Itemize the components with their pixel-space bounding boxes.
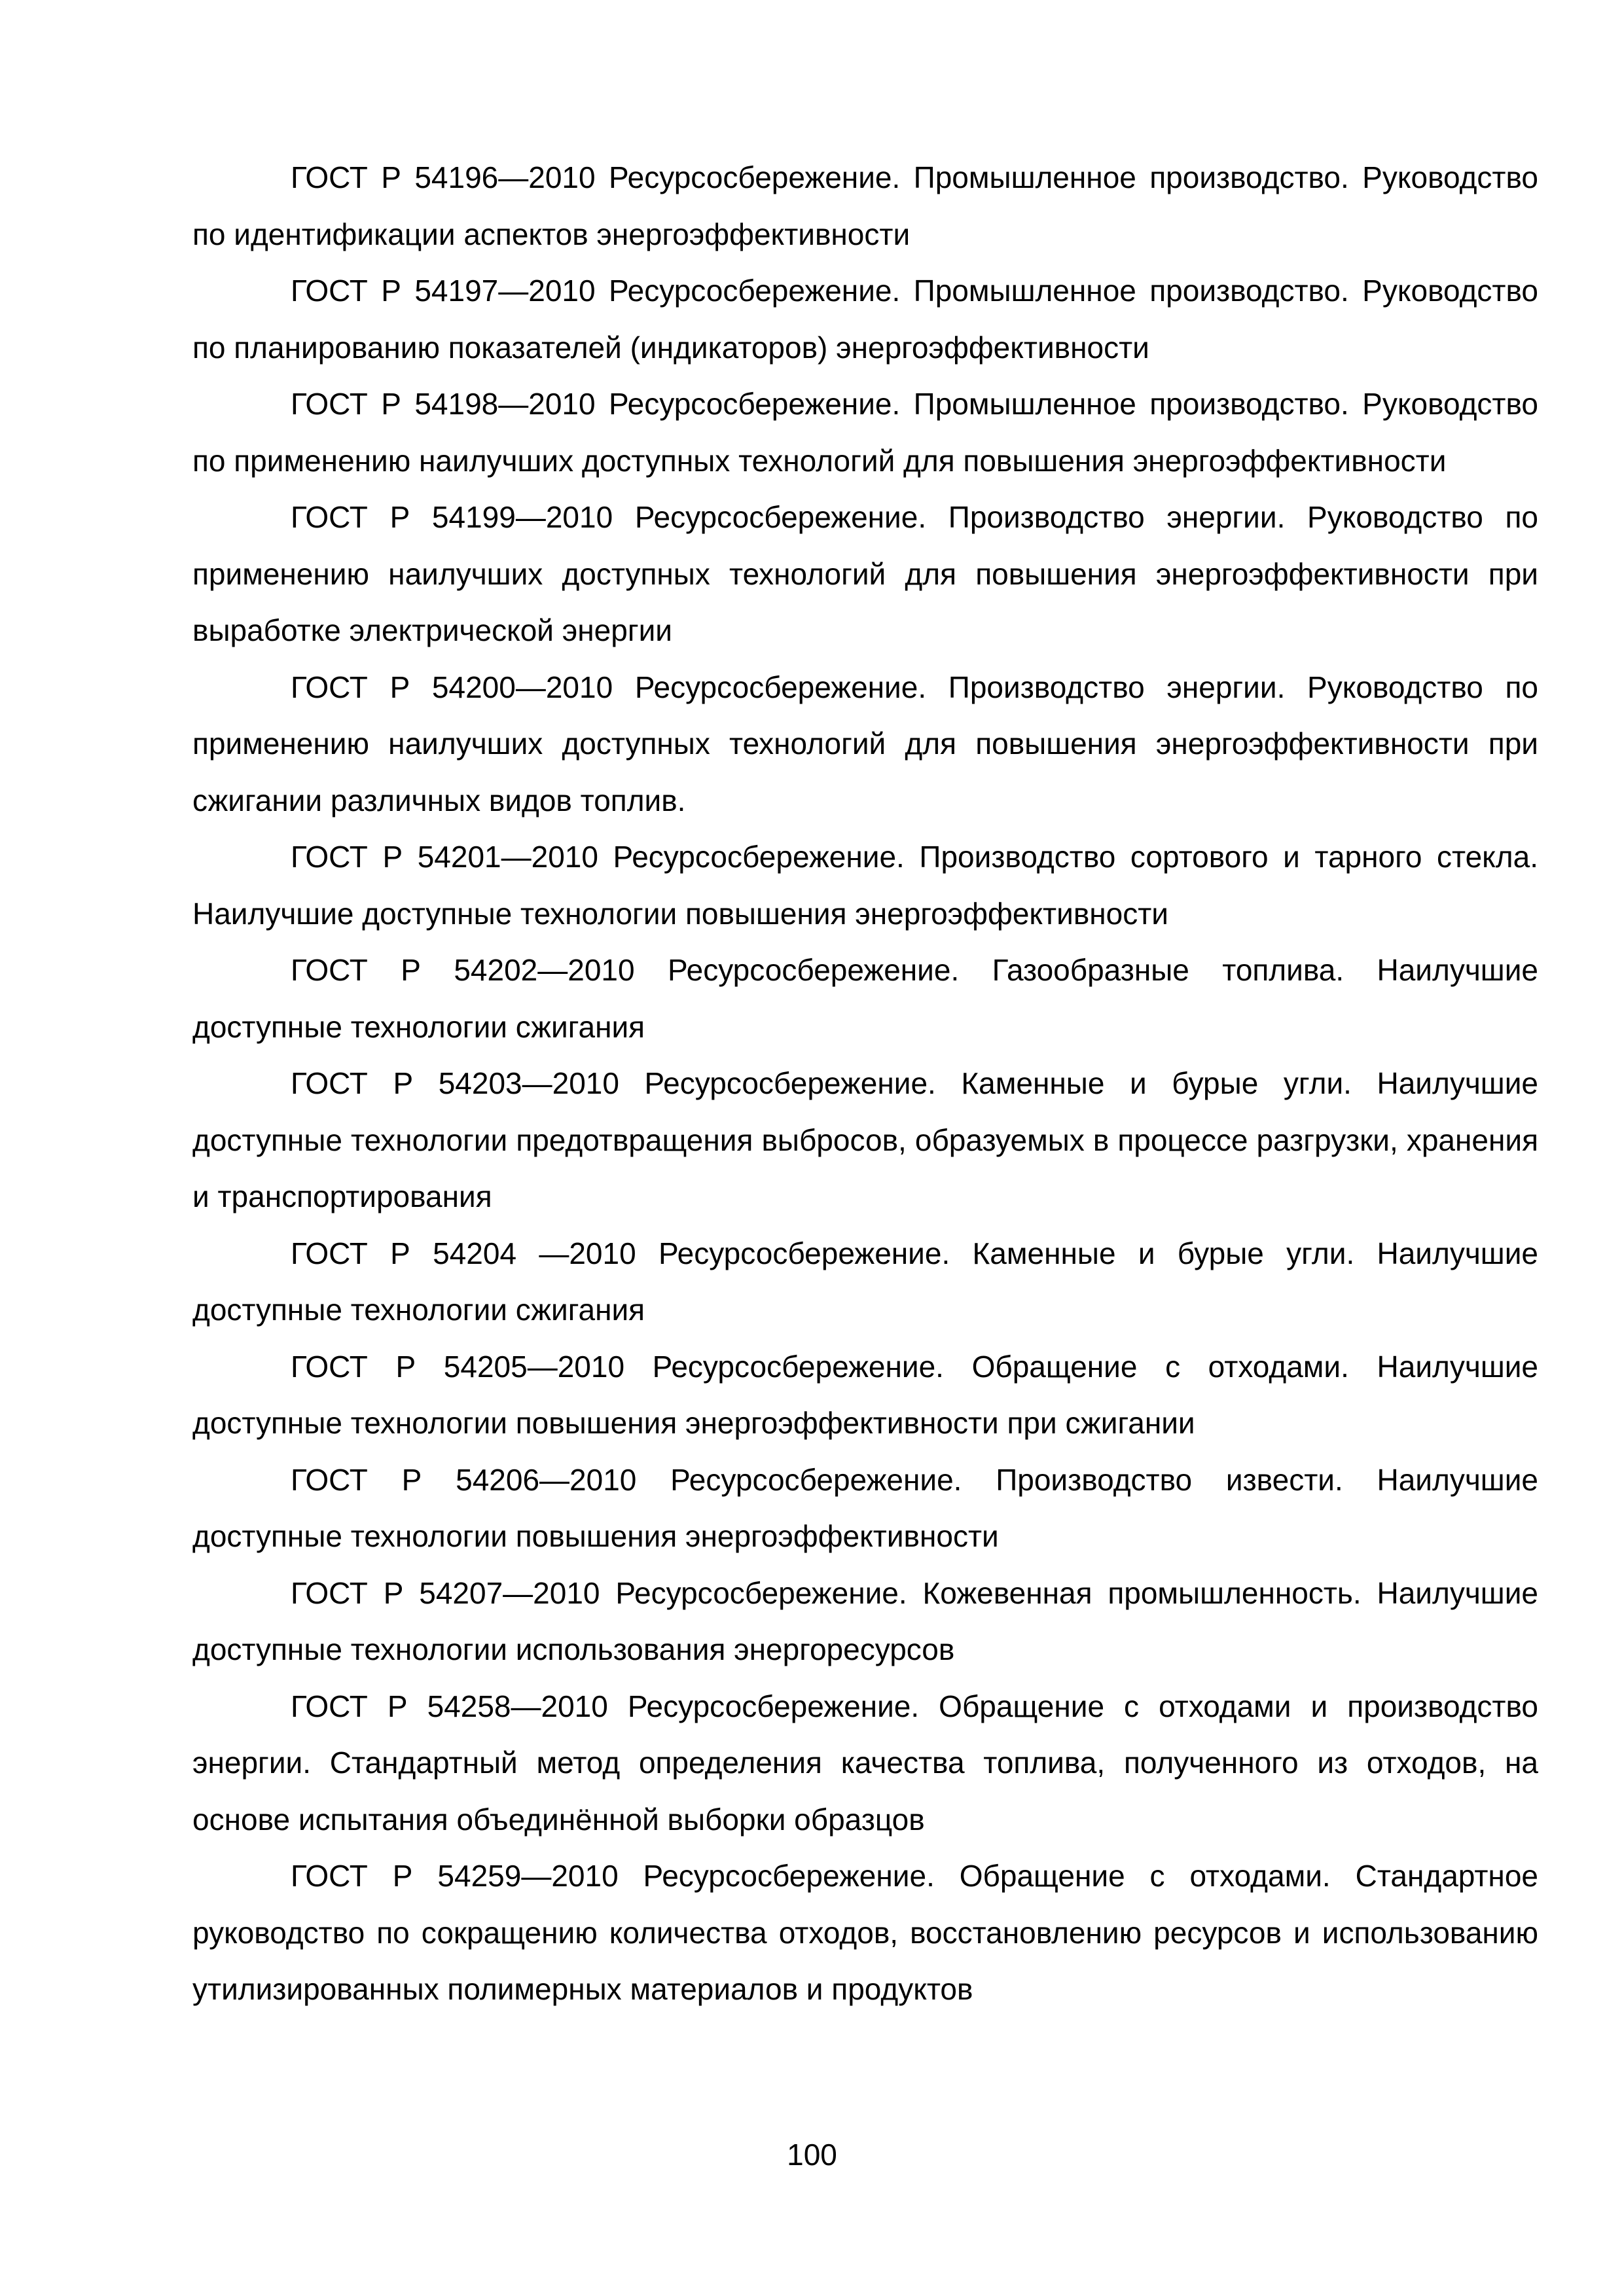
standard-entry-54199: ГОСТ Р 54199—2010 Ресурсосбережение. Производство энергии. Руководство по применению наилучших доступных технологий для повышения энергоэффективности при выработке электрической энергии bbox=[192, 500, 1538, 647]
standard-entry-54259: ГОСТ Р 54259—2010 Ресурсосбережение. Обращение с отходами. Стандартное руководство по сокращению количества отходов, восстановлению ресурсов и использованию утилизированных полимерных материалов и продуктов bbox=[192, 1859, 1538, 2006]
standard-entry-54196: ГОСТ Р 54196—2010 Ресурсосбережение. Промышленное производство. Руководство по идентификации аспектов энергоэффективности bbox=[192, 160, 1538, 251]
standard-entry-54198: ГОСТ Р 54198—2010 Ресурсосбережение. Промышленное производство. Руководство по применению наилучших доступных технологий для повышения энергоэффективности bbox=[192, 387, 1538, 478]
standard-entry-54197: ГОСТ Р 54197—2010 Ресурсосбережение. Промышленное производство. Руководство по планированию показателей (индикаторов) энергоэффективности bbox=[192, 274, 1538, 365]
standard-entry-54200: ГОСТ Р 54200—2010 Ресурсосбережение. Производство энергии. Руководство по применению наилучших доступных технологий для повышения энергоэффективности при сжигании различных видов топлив. bbox=[192, 670, 1538, 817]
standard-entry-54204: ГОСТ Р 54204 —2010 Ресурсосбережение. Каменные и бурые угли. Наилучшие доступные технологии сжигания bbox=[192, 1236, 1538, 1327]
standard-entry-54203: ГОСТ Р 54203—2010 Ресурсосбережение. Каменные и бурые угли. Наилучшие доступные технологии предотвращения выбросов, образуемых в процессе разгрузки, хранения и транспортирования bbox=[192, 1066, 1538, 1213]
standards-list bbox=[192, 149, 1538, 2018]
standard-entry-54205: ГОСТ Р 54205—2010 Ресурсосбережение. Обращение с отходами. Наилучшие доступные технологии повышения энергоэффективности при сжигании bbox=[192, 1349, 1538, 1440]
standard-entry-54207: ГОСТ Р 54207—2010 Ресурсосбережение. Кожевенная промышленность. Наилучшие доступные технологии использования энергоресурсов bbox=[192, 1575, 1538, 1666]
standard-entry-54258: ГОСТ Р 54258—2010 Ресурсосбережение. Обращение с отходами и производство энергии. Стандартный метод определения качества топлива, полученного из отходов, на основе испытания объединённой выборки образцов bbox=[192, 1689, 1538, 1837]
standard-entry-54202: ГОСТ Р 54202—2010 Ресурсосбережение. Газообразные топлива. Наилучшие доступные технологии сжигания bbox=[192, 953, 1538, 1044]
standard-entry-54206: ГОСТ Р 54206—2010 Ресурсосбережение. Производство извести. Наилучшие доступные технологии повышения энергоэффективности bbox=[192, 1462, 1538, 1553]
standard-entry-54201: ГОСТ Р 54201—2010 Ресурсосбережение. Производство сортового и тарного стекла. Наилучшие доступные технологии повышения энергоэффективности bbox=[192, 840, 1538, 931]
page-number: 100 bbox=[787, 2138, 837, 2172]
